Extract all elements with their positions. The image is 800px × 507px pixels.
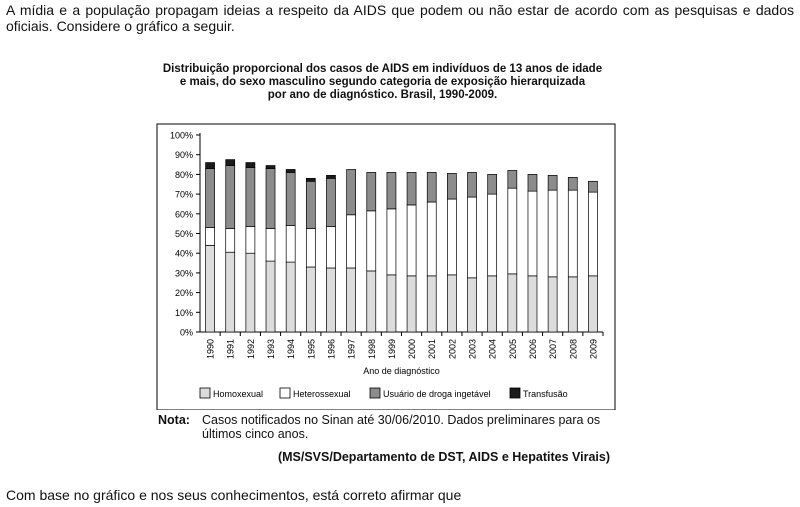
note-label: Nota: [158,413,190,427]
bar-segment-2003-2 [468,197,477,278]
bar-segment-1994-1 [286,262,295,332]
bar-segment-1990-1 [206,245,215,332]
bar-segment-1998-3 [367,172,376,210]
chart-title-line-1: Distribuição proporcional dos casos de AIDS em indivíduos de 13 anos de idade [162,63,603,75]
intro-paragraph: A mídia e a população propagam ideias a respeito da AIDS que podem ou não estar de acordo com as pesquisas e dados oficiais. Considere o gráfico a seguir. [6,2,794,34]
bar-segment-2002-1 [447,275,456,332]
question-text: Com base no gráfico e nos seus conhecimentos, está correto afirmar que [6,487,462,503]
bar-segment-1998-2 [367,211,376,271]
y-tick-label: 60% [174,209,193,220]
bar-segment-2007-3 [548,175,557,190]
x-tick-label: 1993 [266,339,277,360]
y-tick-label: 40% [174,248,193,259]
bar-segment-1991-1 [226,252,235,332]
chart-title-line-3: por ano de diagnóstico. Brasil, 1990-2009. [267,89,498,101]
bar-segment-1996-1 [326,268,335,332]
chart-title-line-2: e mais, do sexo masculino segundo categoria de exposição hierarquizada [179,76,586,88]
bar-segment-1993-2 [266,229,275,262]
bar-segment-2008-1 [568,277,577,332]
bar-segment-2001-1 [427,276,436,332]
bar-segment-2006-1 [528,276,537,332]
bar-segment-1996-4 [326,175,335,178]
x-tick-label: 1995 [306,339,317,360]
y-tick-label: 30% [174,268,193,279]
x-tick-label: 1997 [346,339,357,360]
bar-segment-1992-3 [246,168,255,227]
bar-segment-1993-4 [266,166,275,169]
bar-segment-2007-2 [548,190,557,277]
y-tick-label: 90% [174,150,193,161]
x-tick-label: 2009 [588,339,599,360]
bar-segment-1990-2 [206,228,215,246]
bar-segment-1994-4 [286,169,295,172]
x-tick-label: 2005 [507,339,518,360]
bar-segment-1999-2 [387,209,396,275]
y-tick-label: 10% [174,307,193,318]
bar-segment-2002-2 [447,199,456,275]
bar-segment-1993-3 [266,168,275,228]
bar-segment-1992-2 [246,227,255,254]
bar-segment-1999-3 [387,172,396,208]
bar-segment-2002-3 [447,173,456,199]
bar-segment-2001-3 [427,172,436,202]
bar-segment-1996-3 [326,178,335,226]
note-text: Casos notificados no Sinan até 30/06/2010. Dados preliminares para os últimos cinco anos. [202,413,601,441]
legend-swatch-1 [200,388,210,398]
y-tick-label: 80% [174,169,193,180]
bar-segment-2003-3 [468,172,477,197]
bar-segment-2006-3 [528,174,537,191]
bar-segment-2008-2 [568,190,577,277]
x-tick-label: 1994 [286,339,297,360]
y-tick-label: 70% [174,189,193,200]
x-tick-label: 2000 [407,339,418,360]
bar-segment-1992-4 [246,163,255,168]
legend-swatch-2 [280,388,290,398]
x-tick-label: 1992 [245,339,256,360]
bar-segment-1996-2 [326,227,335,268]
bar-segment-2000-3 [407,172,416,205]
bar-segment-2000-1 [407,276,416,332]
bar-segment-1990-3 [206,168,215,227]
bar-segment-2004-2 [488,194,497,276]
bar-segment-1995-1 [306,267,315,332]
bar-segment-1991-2 [226,229,235,253]
bar-segment-2008-3 [568,177,577,190]
x-tick-label: 1990 [205,339,216,360]
bar-segment-1990-4 [206,163,215,169]
legend-label-4: Transfusão [523,389,568,399]
bar-segment-1994-2 [286,226,295,262]
bar-segment-2004-1 [488,276,497,332]
bar-segment-1997-2 [347,215,356,268]
bar-segment-2009-1 [588,276,597,332]
bar-segment-2009-3 [588,181,597,192]
x-tick-label: 1996 [326,339,337,360]
bar-segment-2009-2 [588,192,597,276]
legend-swatch-3 [370,388,380,398]
bar-segment-2001-2 [427,202,436,276]
bar-segment-2005-3 [508,170,517,188]
x-tick-label: 2006 [527,339,538,360]
bar-segment-2004-3 [488,174,497,194]
bar-segment-1995-3 [306,181,315,228]
x-tick-label: 1998 [366,339,377,360]
y-tick-label: 20% [174,288,193,299]
bar-segment-1997-3 [347,169,356,214]
bar-segment-2005-1 [508,274,517,332]
bar-segment-1992-1 [246,253,255,332]
bar-segment-2005-2 [508,188,517,274]
x-tick-label: 1991 [225,339,236,360]
bar-segment-1998-1 [367,271,376,332]
bar-segment-1997-1 [347,268,356,332]
x-tick-label: 1999 [386,339,397,360]
x-tick-label: 2003 [467,339,478,360]
bar-segment-1999-1 [387,275,396,332]
bar-segment-1993-1 [266,261,275,332]
bar-segment-2007-1 [548,277,557,332]
x-tick-label: 2004 [487,339,498,360]
bar-segment-2000-2 [407,205,416,276]
bar-segment-2006-2 [528,191,537,276]
bar-segment-1991-3 [226,166,235,229]
legend-label-1: Homoxexual [213,389,264,399]
bar-segment-1991-4 [226,160,235,166]
legend-label-3: Usuário de droga ingetável [383,389,491,399]
legend-swatch-4 [510,388,520,398]
x-tick-label: 2008 [568,339,579,360]
bar-segment-1995-2 [306,229,315,267]
y-tick-label: 100% [169,130,193,141]
bar-segment-2003-1 [468,278,477,332]
y-tick-label: 50% [174,229,193,239]
legend-label-2: Heterossexual [293,389,351,399]
x-axis-title: Ano de diagnóstico [363,366,440,376]
y-tick-label: 0% [179,327,193,338]
x-tick-label: 2002 [447,339,458,360]
bar-segment-1994-3 [286,172,295,225]
chart-source: (MS/SVS/Departamento de DST, AIDS e Hepatites Virais) [277,450,610,464]
bar-segment-1995-4 [306,178,315,181]
x-tick-label: 2007 [548,339,559,360]
x-tick-label: 2001 [427,339,438,360]
